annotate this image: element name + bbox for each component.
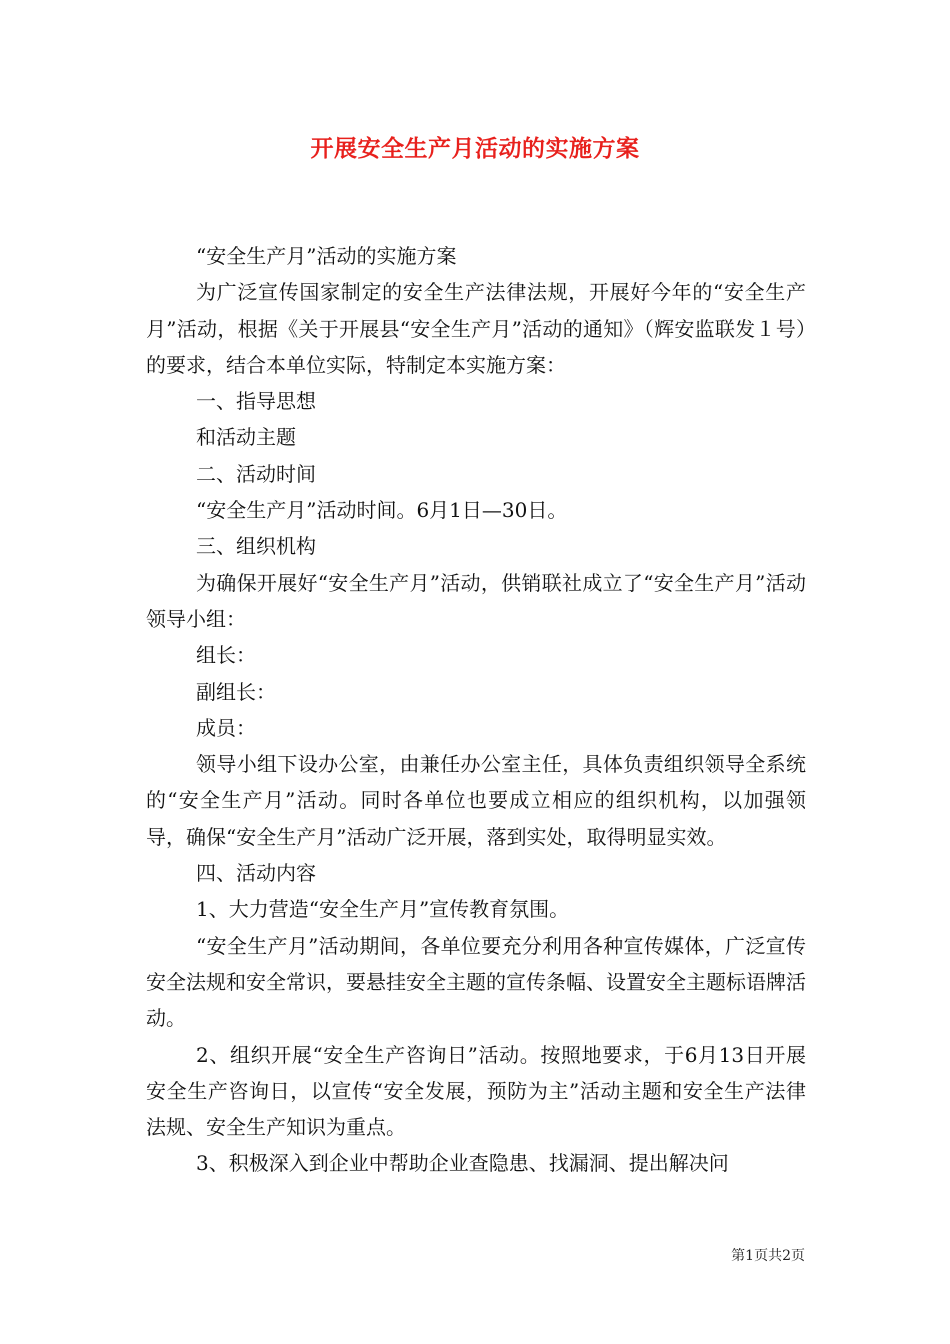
paragraph-item-3: 3、积极深入到企业中帮助企业查隐患、找漏洞、提出解决问: [196, 1151, 729, 1176]
paragraph-theme: 和活动主题: [196, 425, 296, 450]
paragraph-group-leader: 组长：: [196, 643, 256, 668]
page-number: 第1页共2页: [731, 1248, 805, 1264]
heading-activity-content: 四、活动内容: [196, 861, 316, 886]
paragraph-item-1: 1、大力营造“安全生产月”宣传教育氛围。: [196, 897, 570, 922]
heading-organization: 三、组织机构: [196, 534, 316, 559]
paragraph-leading-group: 为确保开展好“安全生产月”活动，供销联社成立了“安全生产月”活动领导小组：: [146, 570, 806, 631]
paragraph-deputy-leader: 副组长：: [196, 679, 276, 704]
paragraph-item-1-detail: “安全生产月”活动期间，各单位要充分利用各种宣传媒体，广泛宣传安全法规和安全常识，要悬挂安全主题的宣传条幅、设置安全主题标语牌活动。: [146, 933, 806, 1031]
document-title: 开展安全生产月活动的实施方案: [310, 135, 640, 162]
paragraph-subtitle: “安全生产月”活动的实施方案: [196, 244, 457, 268]
heading-guiding-thought: 一、指导思想: [196, 389, 316, 414]
heading-activity-time: 二、活动时间: [196, 461, 316, 486]
document-body: [146, 238, 806, 1182]
paragraph-office: 领导小组下设办公室，由兼任办公室主任，具体负责组织领导全系统的“安全生产月”活动。同时各单位也要成立相应的组织机构，以加强领导，确保“安全生产月”活动广泛开展，落到实处，取得明显实效。: [146, 752, 806, 849]
paragraph-item-2: 2、组织开展“安全生产咨询日”活动。按照地要求，于6月13日开展安全生产咨询日，以宣传“安全发展，预防为主”活动主题和安全生产法律法规、安全生产知识为重点。: [146, 1042, 806, 1140]
paragraph-intro: 为广泛宣传国家制定的安全生产法律法规，开展好今年的“安全生产月”活动，根据《关于开展县“安全生产月”活动的通知》（辉安监联发１号）的要求，结合本单位实际，特制定本实施方案：: [146, 280, 806, 377]
paragraph-members: 成员：: [196, 715, 256, 740]
paragraph-activity-time: “安全生产月”活动时间。6月1日—30日。: [196, 498, 568, 523]
